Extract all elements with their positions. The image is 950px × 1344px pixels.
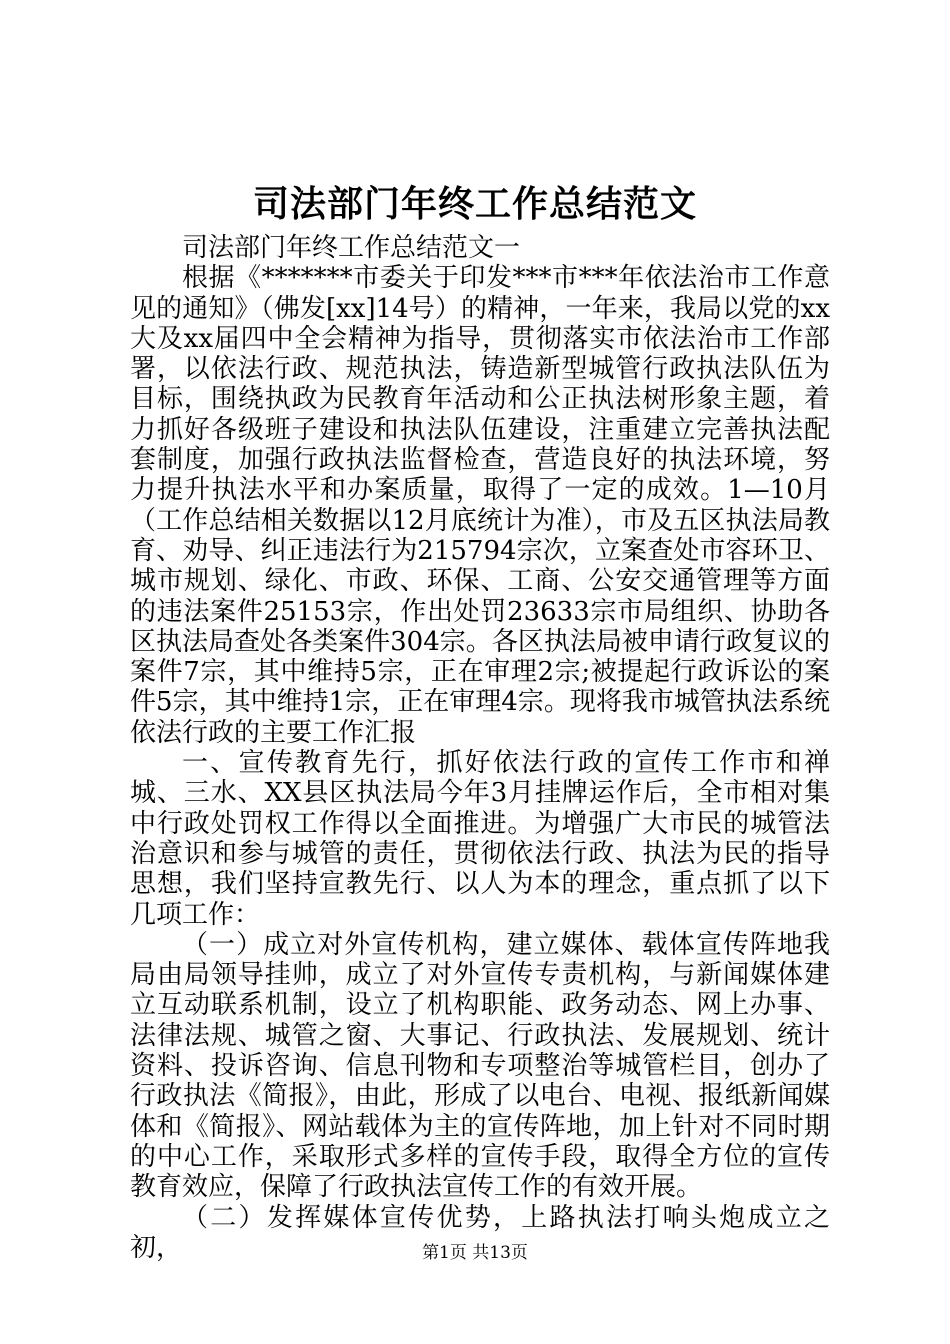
paragraph-heading: 司法部门年终工作总结范文一 <box>182 233 521 263</box>
document-title: 司法部门年终工作总结范文 <box>252 183 697 225</box>
paragraph-subsection-2: （二）发挥媒体宣传优势，上路执法打响头炮成立之初， <box>130 1202 830 1263</box>
paragraph-subsection-1: （一）成立对外宣传机构，建立媒体、载体宣传阵地我局由局领导挂帅，成立了对外宣传专责机构，与新闻媒体建立互动联系机制，设立了机构职能、政务动态、网上办事、法律法规、城管之窗、大事记、行政执法、发展规划、统计资料、投诉咨询、信息刊物和专项整治等城管栏目，创办了行政执法《简报》，由此，形成了以电台、电视、报纸新闻媒体和《简报》、网站载体为主的宣传阵地，加上针对不同时期的中心工作，采取形式多样的宣传手段，取得全方位的宣传教育效应，保障了行政执法宣传工作的有效开展。 <box>130 929 830 1203</box>
document-body <box>130 233 830 1263</box>
paragraph-section-1: 一、宣传教育先行，抓好依法行政的宣传工作市和禅城、三水、XX县区执法局今年3月挂牌运作后，全市相对集中行政处罚权工作得以全面推进。为增强广大市民的城管法治意识和参与城管的责任，贯彻依法行政、执法为民的指导思想，我们坚持宣教先行、以人为本的理念，重点抓了以下几项工作： <box>130 748 830 930</box>
page-number-footer: 第1页 共13页 <box>422 1243 528 1263</box>
paragraph-intro: 根据《*******市委关于印发***市***年依法治市工作意见的通知》（佛发[xx]14号）的精神，一年来，我局以党的xx大及xx届四中全会精神为指导，贯彻落实市依法治市工作部署，以依法行政、规范执法，铸造新型城管行政执法队伍为目标，围绕执政为民教育年活动和公正执法树形象主题，着力抓好各级班子建设和执法队伍建设，注重建立完善执法配套制度，加强行政执法监督检查，营造良好的执法环境，努力提升执法水平和办案质量，取得了一定的成效。1—10月（工作总结相关数据以12月底统计为准），市及五区执法局教育、劝导、纠正违法行为215794宗次，立案查处市容环卫、城市规划、绿化、市政、环保、工商、公安交通管理等方面的违法案件25153宗，作出处罚23633宗市局组织、协助各区执法局查处各类案件304宗。各区执法局被申请行政复议的案件7宗，其中维持5宗，正在审理2宗;被提起行政诉讼的案件5宗，其中维持1宗，正在审理4宗。现将我市城管执法系统依法行政的主要工作汇报 <box>130 263 830 748</box>
